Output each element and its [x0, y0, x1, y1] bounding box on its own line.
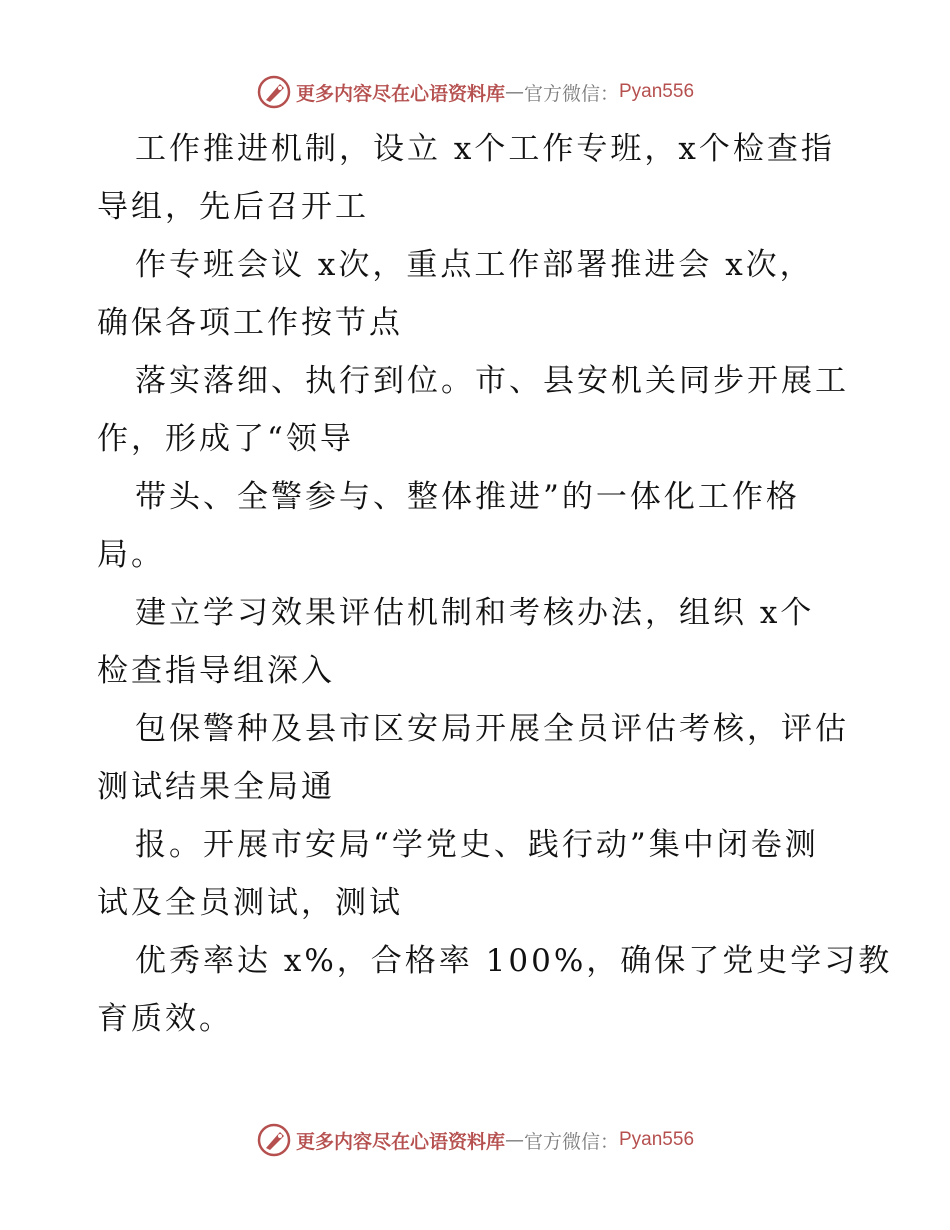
- paragraph-line: 育质效。: [97, 1001, 233, 1037]
- paragraph-line: 作专班会议 x次，重点工作部署推进会 x次，: [135, 247, 814, 283]
- paragraph-line: 检查指导组深入: [97, 653, 335, 689]
- paragraph-line: 工作推进机制，设立 x个工作专班，x个检查指: [135, 131, 835, 167]
- paragraph-line: 落实落细、执行到位。市、县安机关同步开展工: [135, 363, 849, 399]
- watermark-id: Pyan556: [619, 81, 695, 102]
- watermark-dash: —: [504, 81, 524, 103]
- pen-nib-logo-icon: [256, 1122, 292, 1158]
- paragraph-line: 局。: [97, 537, 165, 573]
- watermark-title: 更多内容尽在心语资料库: [295, 82, 505, 105]
- paragraph-line: 测试结果全局通: [97, 769, 335, 805]
- watermark-id: Pyan556: [619, 1129, 695, 1150]
- paragraph-line: 优秀率达 x%，合格率 100%，确保了党史学习教: [135, 943, 893, 979]
- footer-watermark: [0, 1120, 950, 1160]
- paragraph-line: 带头、全警参与、整体推进”的一体化工作格: [135, 479, 800, 515]
- watermark-dash: —: [504, 1129, 524, 1151]
- paragraph-line: 导组，先后召开工: [97, 189, 369, 225]
- document-body: [97, 120, 893, 1048]
- watermark-label: 官方微信：: [523, 1130, 619, 1153]
- paragraph-line: 确保各项工作按节点: [97, 305, 403, 341]
- paragraph-line: 作，形成了“领导: [97, 421, 354, 457]
- paragraph-line: 试及全员测试，测试: [97, 885, 403, 921]
- paragraph-line: 包保警种及县市区安局开展全员评估考核，评估: [135, 711, 849, 747]
- paragraph-line: 建立学习效果评估机制和考核办法，组织 x个: [135, 595, 815, 631]
- header-watermark: [0, 72, 950, 112]
- watermark-label: 官方微信：: [523, 82, 619, 105]
- paragraph-line: 报。开展市安局“学党史、践行动”集中闭卷测: [135, 827, 819, 863]
- watermark-title: 更多内容尽在心语资料库: [295, 1130, 505, 1153]
- pen-nib-logo-icon: [256, 74, 292, 110]
